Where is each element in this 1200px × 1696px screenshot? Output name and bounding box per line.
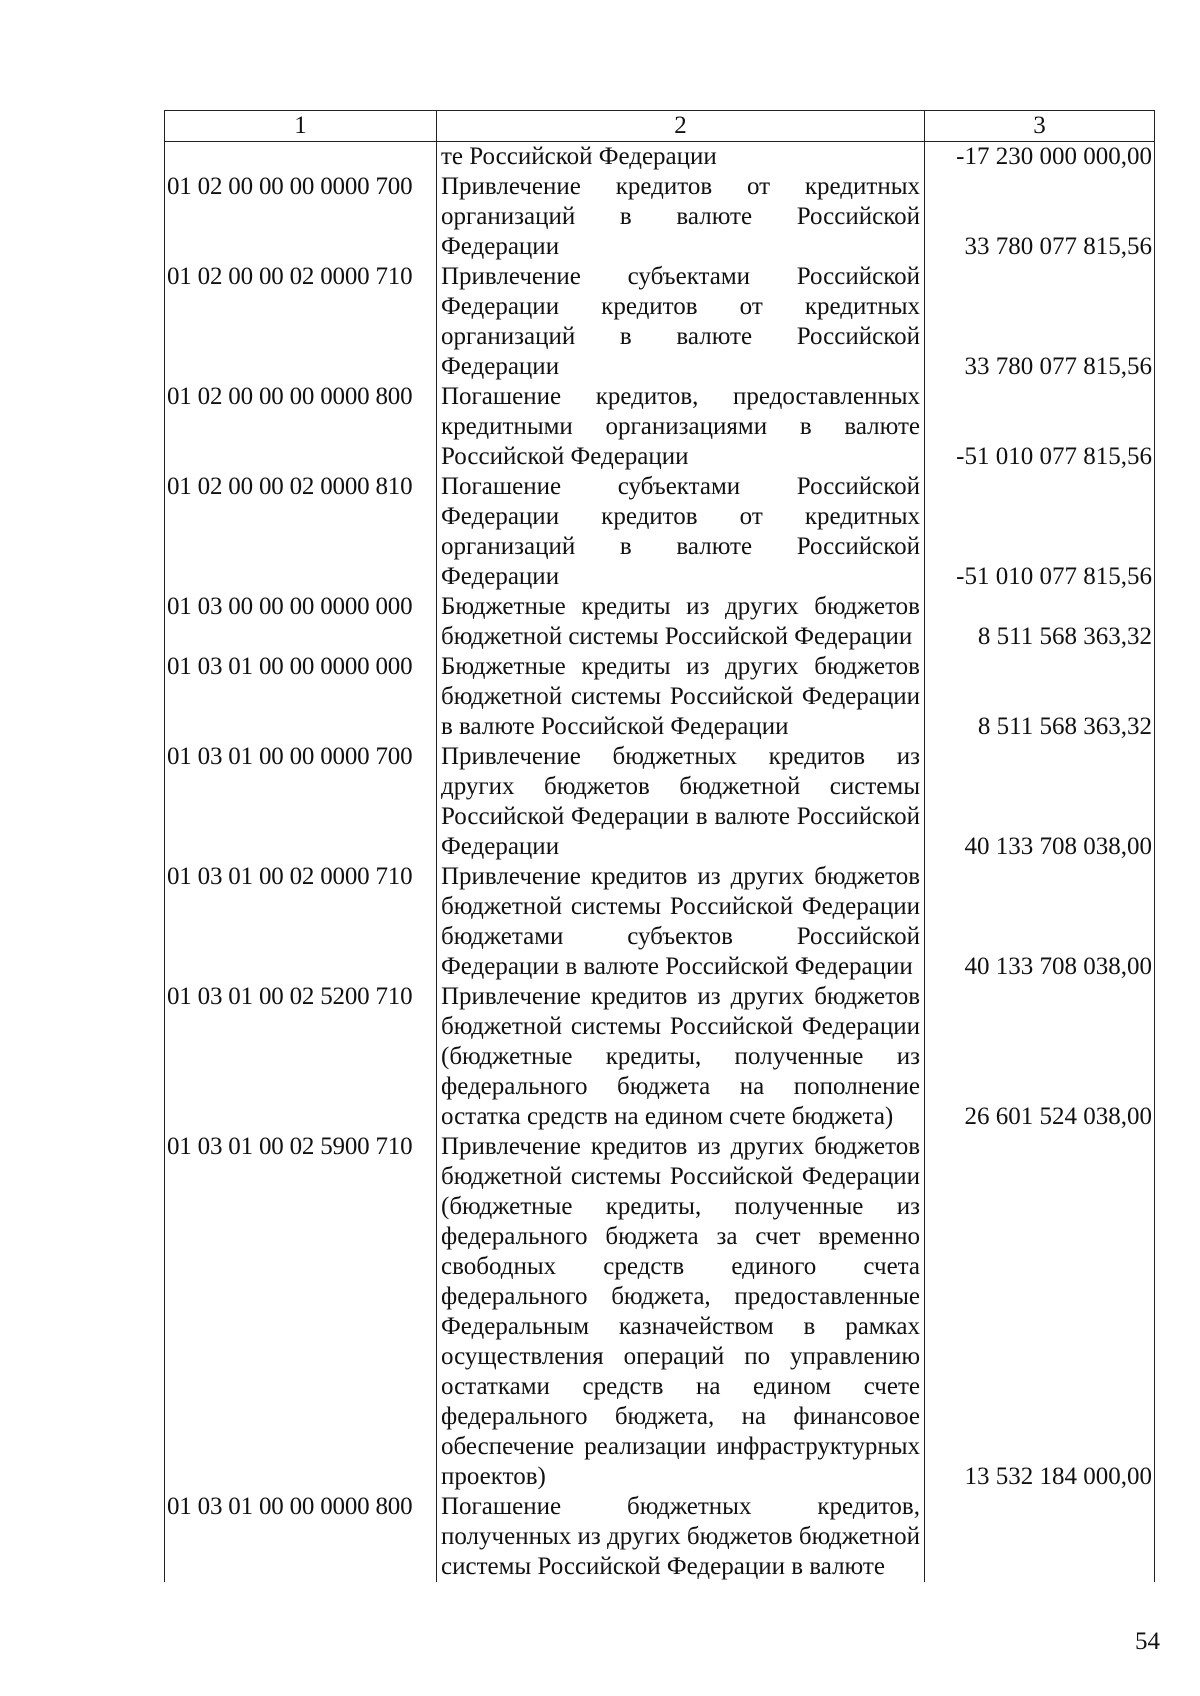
row-amount: 8 511 568 363,32 — [925, 652, 1155, 742]
row-amount — [925, 1492, 1155, 1582]
row-name: Привлечение кредитов из других бюджетов бюджетной системы Российской Федерации (бюджетные кредиты, полученные из федерального бюджета за счет временно свободных средств единого счета федерального бюджета, предоставленные Федеральным казначейством в рамках осуществления операций по управлению остатками средств на едином счете федерального бюджета, на финансовое обеспечение реализации инфраструктурных проектов) — [437, 1132, 925, 1492]
row-name: Погашение кредитов, предоставленных кредитными организациями в валюте Российской Федерации — [437, 382, 925, 472]
table-row — [165, 172, 1155, 262]
row-name: Привлечение кредитов от кредитных организаций в валюте Российской Федерации — [437, 172, 925, 262]
row-amount: -51 010 077 815,56 — [925, 472, 1155, 592]
row-amount: -17 230 000 000,00 — [925, 142, 1155, 173]
row-code: 01 03 01 00 00 0000 800 — [165, 1492, 437, 1582]
row-code: 01 03 00 00 00 0000 000 — [165, 592, 437, 652]
page-number: 54 — [1135, 1628, 1160, 1655]
row-amount: 13 532 184 000,00 — [925, 1132, 1155, 1492]
column-header-code: 1 — [165, 111, 437, 142]
row-code: 01 02 00 00 00 0000 800 — [165, 382, 437, 472]
row-name: Привлечение кредитов из других бюджетов бюджетной системы Российской Федерации бюджетами субъектов Российской Федерации в валюте Российской Федерации — [437, 862, 925, 982]
table-row — [165, 382, 1155, 472]
row-name: Бюджетные кредиты из других бюджетов бюджетной системы Российской Федерации — [437, 592, 925, 652]
row-code: 01 03 01 00 00 0000 700 — [165, 742, 437, 862]
row-code: 01 03 01 00 00 0000 000 — [165, 652, 437, 742]
table-row — [165, 652, 1155, 742]
table-row — [165, 742, 1155, 862]
table-row — [165, 592, 1155, 652]
table-header-row — [165, 111, 1155, 142]
column-header-name: 2 — [437, 111, 925, 142]
row-name: Бюджетные кредиты из других бюджетов бюджетной системы Российской Федерации в валюте Российской Федерации — [437, 652, 925, 742]
table-row — [165, 862, 1155, 982]
row-amount: 26 601 524 038,00 — [925, 982, 1155, 1132]
row-amount: 40 133 708 038,00 — [925, 862, 1155, 982]
row-code: 01 03 01 00 02 0000 710 — [165, 862, 437, 982]
row-name: Погашение субъектами Российской Федерации кредитов от кредитных организаций в валюте Российской Федерации — [437, 472, 925, 592]
row-amount: 8 511 568 363,32 — [925, 592, 1155, 652]
row-code: 01 02 00 00 02 0000 710 — [165, 262, 437, 382]
column-header-amount: 3 — [925, 111, 1155, 142]
row-name: те Российской Федерации — [437, 142, 925, 173]
budget-sources-table — [164, 110, 1155, 1582]
row-code: 01 03 01 00 02 5200 710 — [165, 982, 437, 1132]
row-code: 01 02 00 00 02 0000 810 — [165, 472, 437, 592]
row-amount: 33 780 077 815,56 — [925, 262, 1155, 382]
row-name: Привлечение бюджетных кредитов из других бюджетов бюджетной системы Российской Федерации в валюте Российской Федерации — [437, 742, 925, 862]
row-amount: -51 010 077 815,56 — [925, 382, 1155, 472]
row-amount: 33 780 077 815,56 — [925, 172, 1155, 262]
row-name: Привлечение кредитов из других бюджетов бюджетной системы Российской Федерации (бюджетные кредиты, полученные из федерального бюджета на пополнение остатка средств на едином счете бюджета) — [437, 982, 925, 1132]
row-name: Погашение бюджетных кредитов, полученных из других бюджетов бюджетной системы Российской Федерации в валюте — [437, 1492, 925, 1582]
row-code: 01 03 01 00 02 5900 710 — [165, 1132, 437, 1492]
row-code: 01 02 00 00 00 0000 700 — [165, 172, 437, 262]
table-row — [165, 142, 1155, 173]
table-row — [165, 472, 1155, 592]
row-name: Привлечение субъектами Российской Федерации кредитов от кредитных организаций в валюте Российской Федерации — [437, 262, 925, 382]
table-row — [165, 262, 1155, 382]
table-row — [165, 1132, 1155, 1492]
table-row — [165, 1492, 1155, 1582]
table-row — [165, 982, 1155, 1132]
row-amount: 40 133 708 038,00 — [925, 742, 1155, 862]
row-code — [165, 142, 437, 173]
